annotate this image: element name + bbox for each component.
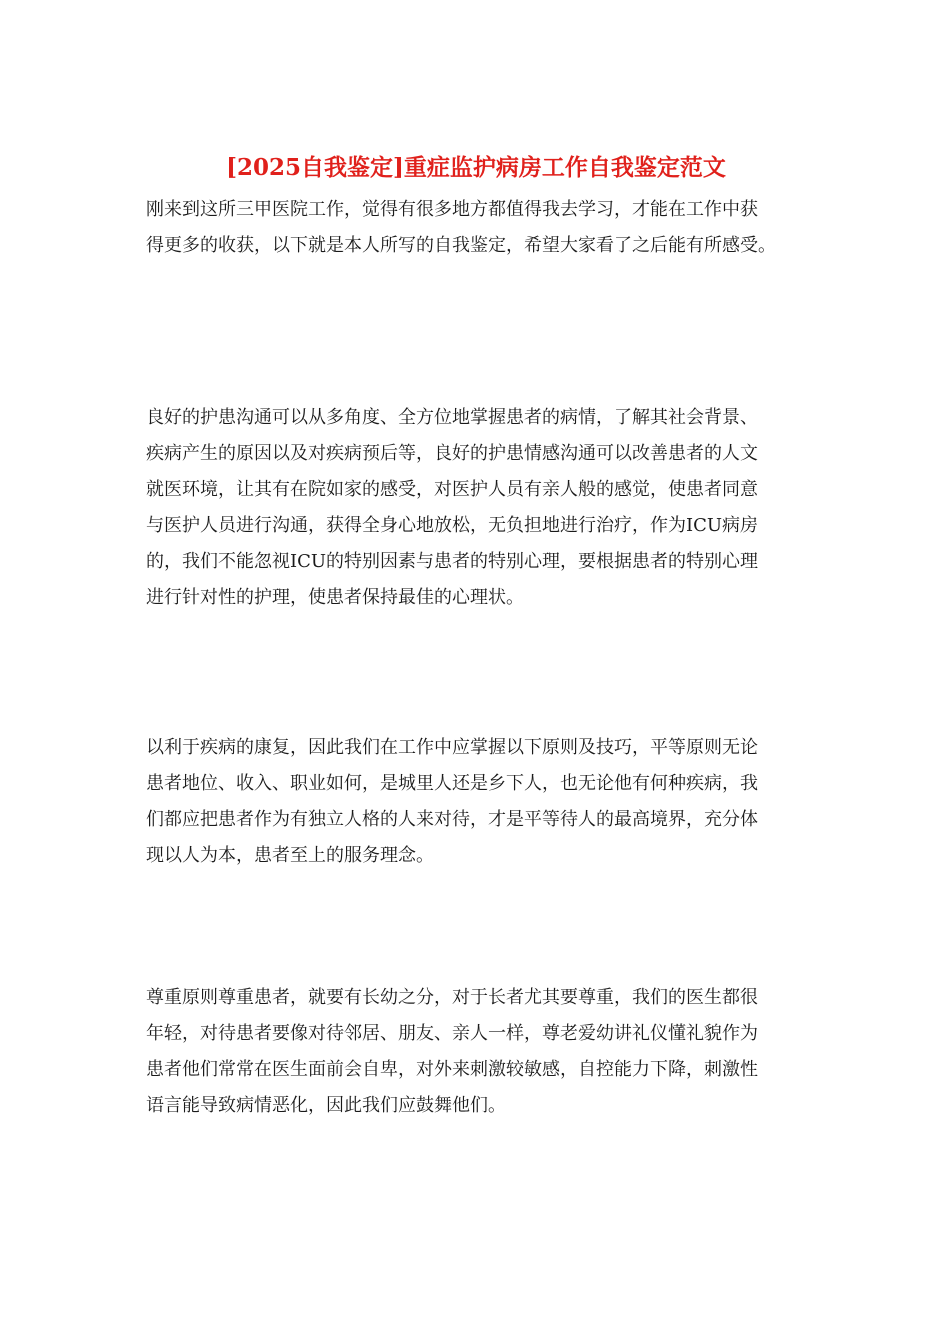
- paragraph-line: 进行针对性的护理，使患者保持最佳的心理状。: [146, 587, 524, 608]
- paragraph-line: 疾病产生的原因以及对疾病预后等，良好的护患情感沟通可以改善患者的人文: [146, 443, 758, 464]
- paragraph-line: 刚来到这所三甲医院工作，觉得有很多地方都值得我去学习，才能在工作中获: [146, 199, 758, 220]
- paragraph-line: 的，我们不能忽视ICU的特别因素与患者的特别心理，要根据患者的特别心理: [146, 551, 759, 572]
- paragraph-line: 尊重原则尊重患者，就要有长幼之分，对于长者尤其要尊重，我们的医生都很: [146, 987, 758, 1008]
- paragraph-equality: [146, 730, 812, 874]
- paragraph-line: 年轻，对待患者要像对待邻居、朋友、亲人一样，尊老爱幼讲礼仪懂礼貌作为: [146, 1023, 758, 1044]
- document-title: [2025自我鉴定]重症监护病房工作自我鉴定范文: [226, 154, 726, 181]
- paragraph-line: 现以人为本，患者至上的服务理念。: [146, 845, 434, 866]
- paragraph-communication: [146, 400, 812, 616]
- paragraph-line: 与医护人员进行沟通，获得全身心地放松，无负担地进行治疗，作为ICU病房: [146, 515, 759, 536]
- paragraph-line: 患者他们常常在医生面前会自卑，对外来刺激较敏感，自控能力下降，刺激性: [146, 1059, 758, 1080]
- paragraph-line: 以利于疾病的康复，因此我们在工作中应掌握以下原则及技巧，平等原则无论: [146, 737, 758, 758]
- paragraph-line: 得更多的收获，以下就是本人所写的自我鉴定，希望大家看了之后能有所感受。: [146, 235, 776, 256]
- paragraph-line: 良好的护患沟通可以从多角度、全方位地掌握患者的病情，了解其社会背景、: [146, 407, 758, 428]
- paragraph-line: 就医环境，让其有在院如家的感受，对医护人员有亲人般的感觉，使患者同意: [146, 479, 758, 500]
- paragraph-line: 患者地位、收入、职业如何，是城里人还是乡下人，也无论他有何种疾病，我: [146, 773, 758, 794]
- paragraph-respect: [146, 980, 812, 1124]
- paragraph-intro: [146, 192, 812, 264]
- paragraph-line: 语言能导致病情恶化，因此我们应鼓舞他们。: [146, 1095, 506, 1116]
- paragraph-line: 们都应把患者作为有独立人格的人来对待，才是平等待人的最高境界，充分体: [146, 809, 758, 830]
